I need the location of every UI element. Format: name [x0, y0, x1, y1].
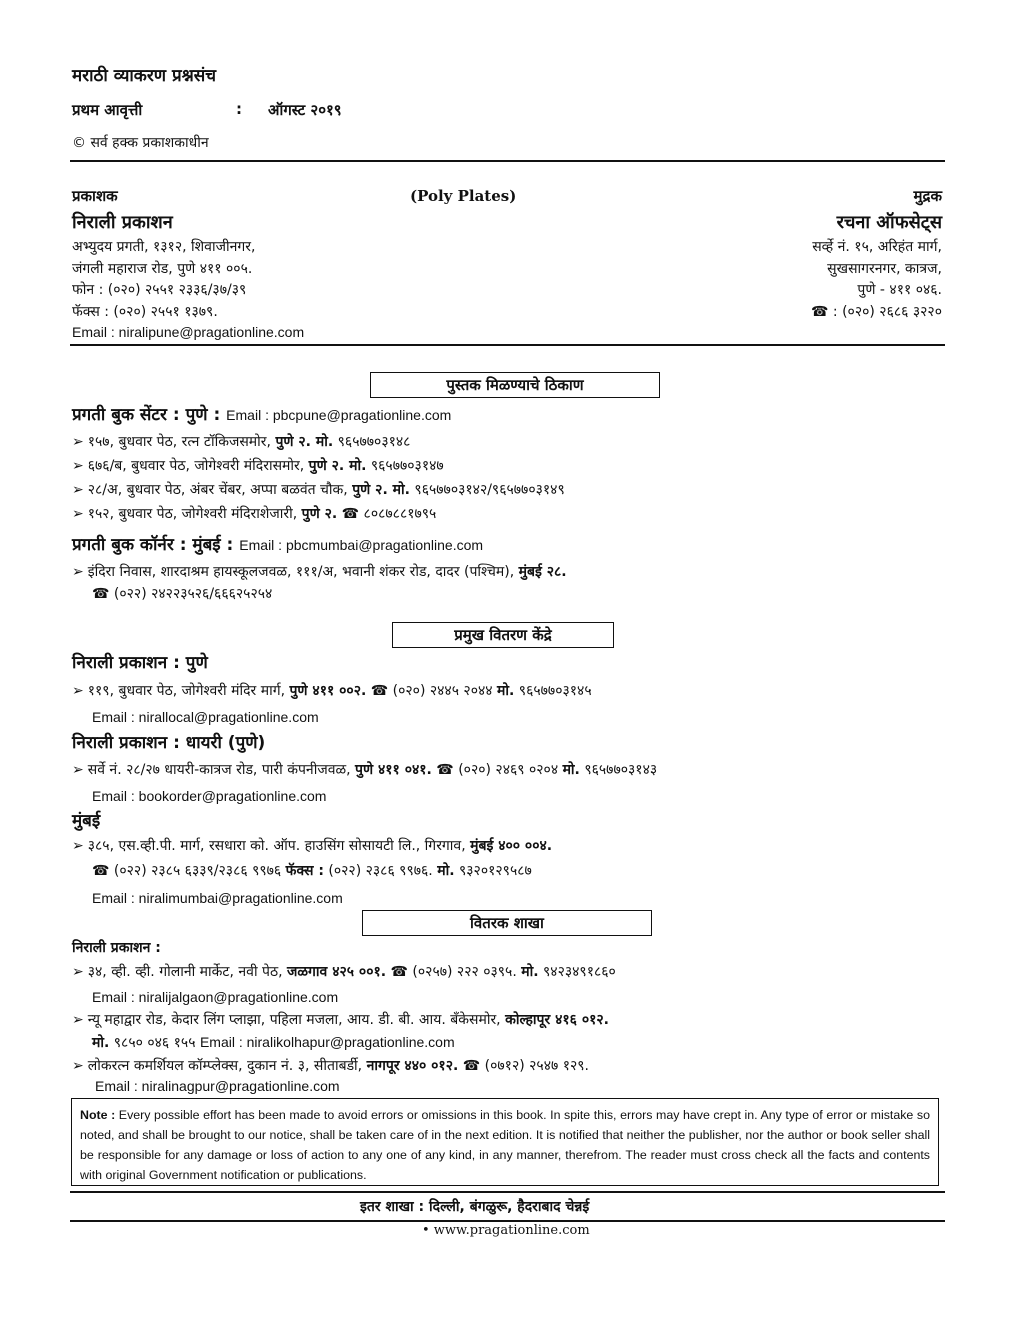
kolhapur-contact: मो. ९८५० ०४६ १५५ Email : niralikolhapur@pragationline.com — [92, 1034, 455, 1051]
mumbai-phone-line: ☎ (०२२) २३८५ ६३३९/२३८६ ९९७६ फॅक्स : (०२२) २३८६ ९९७६. मो. ९३२०१२९५८७ — [92, 863, 532, 879]
section-box-distribution: प्रमुख वितरण केंद्रे — [392, 622, 614, 648]
arrow-icon: ➢ — [72, 838, 84, 854]
np-pune-email[interactable]: Email : nirallocal@pragationline.com — [92, 709, 319, 725]
other-branches-cities: दिल्ली, बंगळुरू, हैदराबाद चेन्नई — [424, 1199, 590, 1215]
list-item: ➢ १५७, बुधवार पेठ, रत्न टॉकिजसमोर, पुणे २. मो. ९६५७७०३१४८ — [72, 434, 411, 450]
printer-label: मुद्रक — [913, 187, 942, 205]
other-branches-label: इतर शाखा : — [360, 1199, 425, 1215]
list-item: ➢ ३८५, एस.व्ही.पी. मार्ग, रसधारा को. ऑप. हाउसिंग सोसायटी लि., गिरगाव, मुंबई ४०० ००४. — [72, 838, 553, 854]
pbc-mumbai-email[interactable]: Email : pbcmumbai@pragationline.com — [239, 537, 484, 553]
arrow-icon: ➢ — [72, 506, 84, 522]
divider — [70, 1220, 945, 1222]
list-item: ➢ १५२, बुधवार पेठ, जोगेश्वरी मंदिराशेजारी, पुणे २. ☎ ८०८७८८१७९५ — [72, 506, 437, 522]
pbc-pune-title: प्रगती बुक सेंटर : पुणे : — [72, 405, 221, 425]
list-item: ➢ ६७६/ब, बुधवार पेठ, जोगेश्वरी मंदिरासमोर, पुणे २. मो. ९६५७७०३१४७ — [72, 458, 444, 474]
divider — [70, 160, 945, 162]
publisher-phone: फोन : (०२०) २५५१ २३३६/३७/३९ — [72, 282, 247, 298]
publisher-label: प्रकाशक — [72, 187, 118, 205]
printer-name: रचना ऑफसेट्स — [836, 212, 942, 233]
np-dhayari-email[interactable]: Email : bookorder@pragationline.com — [92, 788, 327, 804]
mumbai-title: मुंबई — [72, 811, 101, 831]
arrow-icon: ➢ — [72, 762, 84, 778]
printer-phone: ☎ : (०२०) २६८६ ३२२० — [811, 304, 942, 320]
disclaimer-note — [71, 1098, 939, 1186]
arrow-icon: ➢ — [72, 564, 84, 580]
arrow-icon: ➢ — [72, 482, 84, 498]
publisher-name: निराली प्रकाशन — [72, 212, 173, 233]
book-title: मराठी व्याकरण प्रश्नसंच — [72, 66, 216, 86]
arrow-icon: ➢ — [72, 1012, 84, 1028]
edition-label: प्रथम आवृत्ती — [72, 101, 143, 119]
printer-address-line: पुणे - ४११ ०४६. — [857, 282, 942, 298]
plates-label: (Poly Plates) — [410, 187, 517, 205]
divider — [70, 344, 945, 346]
np-pune-title: निराली प्रकाशन : पुणे — [72, 653, 208, 673]
publisher-address-line: जंगली महाराज रोड, पुणे ४११ ००५. — [72, 261, 253, 277]
publisher-address-line: अभ्युदय प्रगती, १३१२, शिवाजीनगर, — [72, 239, 256, 255]
pbc-pune-heading — [72, 402, 451, 425]
divider — [70, 1191, 945, 1193]
edition-separator: : — [236, 100, 242, 118]
kolhapur-email[interactable]: Email : niralikolhapur@pragationline.com — [199, 1034, 455, 1050]
arrow-icon: ➢ — [72, 458, 84, 474]
publisher-email[interactable]: Email : niralipune@pragationline.com — [72, 324, 305, 340]
mumbai-email[interactable]: Email : niralimumbai@pragationline.com — [92, 890, 343, 906]
printer-address-line: सुखसागरनगर, कात्रज, — [827, 261, 942, 277]
edition-date: ऑगस्ट २०१९ — [268, 101, 342, 119]
note-label: Note : — [80, 1108, 116, 1122]
pbc-mumbai-title: प्रगती बुक कॉर्नर : मुंबई : — [72, 535, 234, 555]
section-box-branches: वितरक शाखा — [362, 910, 652, 936]
arrow-icon: ➢ — [72, 964, 84, 980]
list-item: ➢ लोकरत्न कमर्शियल कॉम्प्लेक्स, दुकान नं. ३, सीताबर्डी, नागपूर ४४० ०१२. ☎ (०७१२) २५४७ १२९. — [72, 1058, 589, 1074]
list-item: ➢ सर्वे नं. २८/२७ धायरी-कात्रज रोड, पारी कंपनीजवळ, पुणे ४११ ०४१. ☎ (०२०) २४६९ ०२०४ मो. ९६५७७०३१४३ — [72, 762, 658, 778]
arrow-icon: ➢ — [72, 434, 84, 450]
list-item: ➢ २८/अ, बुधवार पेठ, अंबर चेंबर, अप्पा बळवंत चौक, पुणे २. मो. ९६५७७०३१४२/९६५७७०३१४९ — [72, 482, 565, 498]
website-link[interactable]: • www.pragationline.com — [422, 1223, 590, 1238]
pbc-pune-email[interactable]: Email : pbcpune@pragationline.com — [226, 407, 452, 423]
pbc-mumbai-heading — [72, 532, 483, 555]
section-box-availability: पुस्तक मिळण्याचे ठिकाण — [370, 372, 660, 398]
branches-title: निराली प्रकाशन : — [72, 940, 161, 956]
nagpur-email[interactable]: Email : niralinagpur@pragationline.com — [95, 1078, 340, 1094]
publisher-fax: फॅक्स : (०२०) २५५१ १३७९. — [72, 304, 218, 320]
arrow-icon: ➢ — [72, 683, 84, 699]
other-branches — [360, 1197, 589, 1216]
list-item: ➢ ११९, बुधवार पेठ, जोगेश्वरी मंदिर मार्ग, पुणे ४११ ००२. ☎ (०२०) २४४५ २०४४ मो. ९६५७७०३१४५ — [72, 683, 592, 699]
list-item: ➢ ३४, व्ही. व्ही. गोलानी मार्केट, नवी पेठ, जळगाव ४२५ ००१. ☎ (०२५७) २२२ ०३९५. मो. ९४२३४९१८६० — [72, 964, 616, 980]
arrow-icon: ➢ — [72, 1058, 84, 1074]
printer-address-line: सर्व्हे नं. १५, अरिहंत मार्ग, — [812, 239, 942, 255]
list-item: ➢ न्यू महाद्वार रोड, केदार लिंग प्लाझा, पहिला मजला, आय. डी. बी. आय. बँकेसमोर, कोल्हापूर ४१६ ०१२. — [72, 1012, 609, 1028]
np-dhayari-title: निराली प्रकाशन : धायरी (पुणे) — [72, 733, 266, 753]
note-text: Every possible effort has been made to avoid errors or omissions in this book. In spite this, errors may have crept in. Any type of error or mistake so noted, and shall be brought to our notice, shall be taken care of in the next edition. It is notified that neither the publisher, nor the author or book seller shall be responsible for any damage or loss of action to any one of any kind, in any manner, therefrom. The reader must cross check all the facts and contents with original Government notification or publications. — [80, 1108, 930, 1182]
copyright: © सर्व हक्क प्रकाशकाधीन — [72, 135, 209, 151]
list-item: ➢ इंदिरा निवास, शारदाश्रम हायस्कूलजवळ, १११/अ, भवानी शंकर रोड, दादर (पश्चिम), मुंबई २८. — [72, 564, 567, 580]
jalgaon-email[interactable]: Email : niralijalgaon@pragationline.com — [92, 989, 339, 1005]
pbc-mumbai-phone: ☎ (०२२) २४२२३५२६/६६६२५२५४ — [92, 586, 273, 602]
